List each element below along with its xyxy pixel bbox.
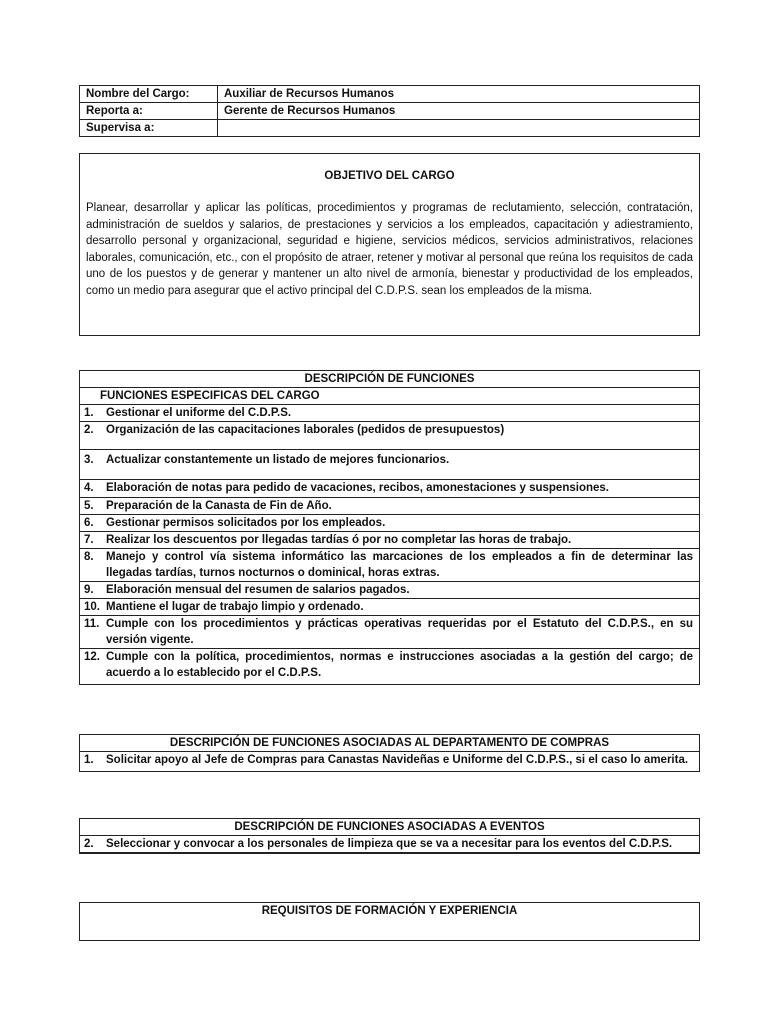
item-text: Mantiene el lugar de trabajo limpio y ordenado. [106, 601, 364, 613]
item-number: 6. [84, 517, 94, 529]
item-number: 8. [84, 551, 94, 563]
table-row [80, 515, 700, 532]
table-row [80, 480, 700, 498]
item-text: Elaboración de notas para pedido de vacaciones, recibos, amonestaciones y suspensiones. [106, 482, 609, 494]
table-row [80, 616, 700, 649]
table-row [80, 405, 700, 422]
header-row [80, 86, 700, 103]
table-row [80, 422, 700, 450]
compras-title: DESCRIPCIÓN DE FUNCIONES ASOCIADAS AL DEPARTAMENTO DE COMPRAS [80, 735, 700, 752]
table-row [80, 836, 700, 854]
item-number: 2. [84, 838, 94, 850]
item-number: 1. [84, 754, 94, 766]
item-number: 2. [84, 424, 94, 436]
header-label: Nombre del Cargo: [80, 86, 218, 103]
funciones-table [79, 370, 700, 685]
item-text: Manejo y control vía sistema informático las marcaciones de los empleados a fin de determinar las llegadas tardías, turnos nocturnos o dominical, horas extras. [106, 551, 693, 579]
item-number: 12. [84, 651, 100, 663]
header-row [80, 120, 700, 137]
item-number: 11. [84, 618, 100, 630]
item-number: 10. [84, 601, 100, 613]
item-number: 1. [84, 407, 94, 419]
item-text: Gestionar permisos solicitados por los empleados. [106, 517, 386, 529]
requisitos-title: REQUISITOS DE FORMACIÓN Y EXPERIENCIA [261, 905, 518, 917]
eventos-table [79, 818, 700, 854]
header-label: Supervisa a: [80, 120, 218, 137]
item-text: Organización de las capacitaciones laborales (pedidos de presupuestos) [106, 424, 505, 436]
item-text: Elaboración mensual del resumen de salarios pagados. [106, 584, 410, 596]
compras-table [79, 734, 700, 772]
item-text: Seleccionar y convocar a los personales de limpieza que se va a necesitar para los eventos del C.D.P.S. [106, 838, 673, 850]
item-text: Actualizar constantemente un listado de mejores funcionarios. [106, 454, 450, 466]
objetivo-body: Planear, desarrollar y aplicar las políticas, procedimientos y programas de reclutamiento, selección, contratación, administración de sueldos y salarios, de prestaciones y servicios a los empleados, capacitación y adiestramiento, desarrollo personal y organizacional, seguridad e higiene, servicios médicos, servicios administrativos, relaciones laborales, comunicación, etc., con el propósito de atraer, retener y motivar al personal que reúna los requisitos de cada uno de los puestos y de generar y mantener un alto nivel de armonía, bienestar y productividad de los empleados, como un medio para asegurar que el activo principal del C.D.P.S. sean los empleados de la misma. [86, 202, 693, 297]
objetivo-section [79, 153, 700, 336]
table-row [80, 450, 700, 480]
table-row [80, 582, 700, 599]
item-text: Realizar los descuentos por llegadas tardías ó por no completar las horas de trabajo. [106, 534, 572, 546]
funciones-subtitle: FUNCIONES ESPECIFICAS DEL CARGO [80, 388, 700, 405]
table-row [80, 752, 700, 772]
header-value: Auxiliar de Recursos Humanos [218, 86, 700, 103]
item-number: 9. [84, 584, 94, 596]
item-number: 3. [84, 454, 94, 466]
item-text: Preparación de la Canasta de Fin de Año. [106, 500, 332, 512]
item-number: 7. [84, 534, 94, 546]
item-text: Cumple con los procedimientos y prácticas operativas requeridas por el Estatuto del C.D.P.S., en su versión vigente. [106, 618, 693, 646]
header-row [80, 103, 700, 120]
table-row [80, 599, 700, 616]
eventos-title: DESCRIPCIÓN DE FUNCIONES ASOCIADAS A EVENTOS [80, 819, 700, 836]
table-row [80, 649, 700, 685]
table-row [80, 532, 700, 549]
funciones-title: DESCRIPCIÓN DE FUNCIONES [80, 371, 700, 388]
item-text: Cumple con la política, procedimientos, normas e instrucciones asociadas a la gestión del cargo; de acuerdo a lo establecido por el C.D.P.S. [106, 651, 693, 679]
item-text: Gestionar el uniforme del C.D.P.S. [106, 407, 292, 419]
header-table [79, 85, 700, 137]
header-value: Gerente de Recursos Humanos [218, 103, 700, 120]
item-text: Solicitar apoyo al Jefe de Compras para Canastas Navideñas e Uniforme del C.D.P.S., si el caso lo amerita. [106, 754, 689, 766]
table-row [80, 549, 700, 582]
item-number: 5. [84, 500, 94, 512]
header-value [218, 120, 700, 137]
table-row [80, 498, 700, 515]
header-label: Reporta a: [80, 103, 218, 120]
requisitos-section [79, 902, 700, 941]
item-number: 4. [84, 482, 94, 494]
objetivo-title: OBJETIVO DEL CARGO [324, 170, 455, 182]
